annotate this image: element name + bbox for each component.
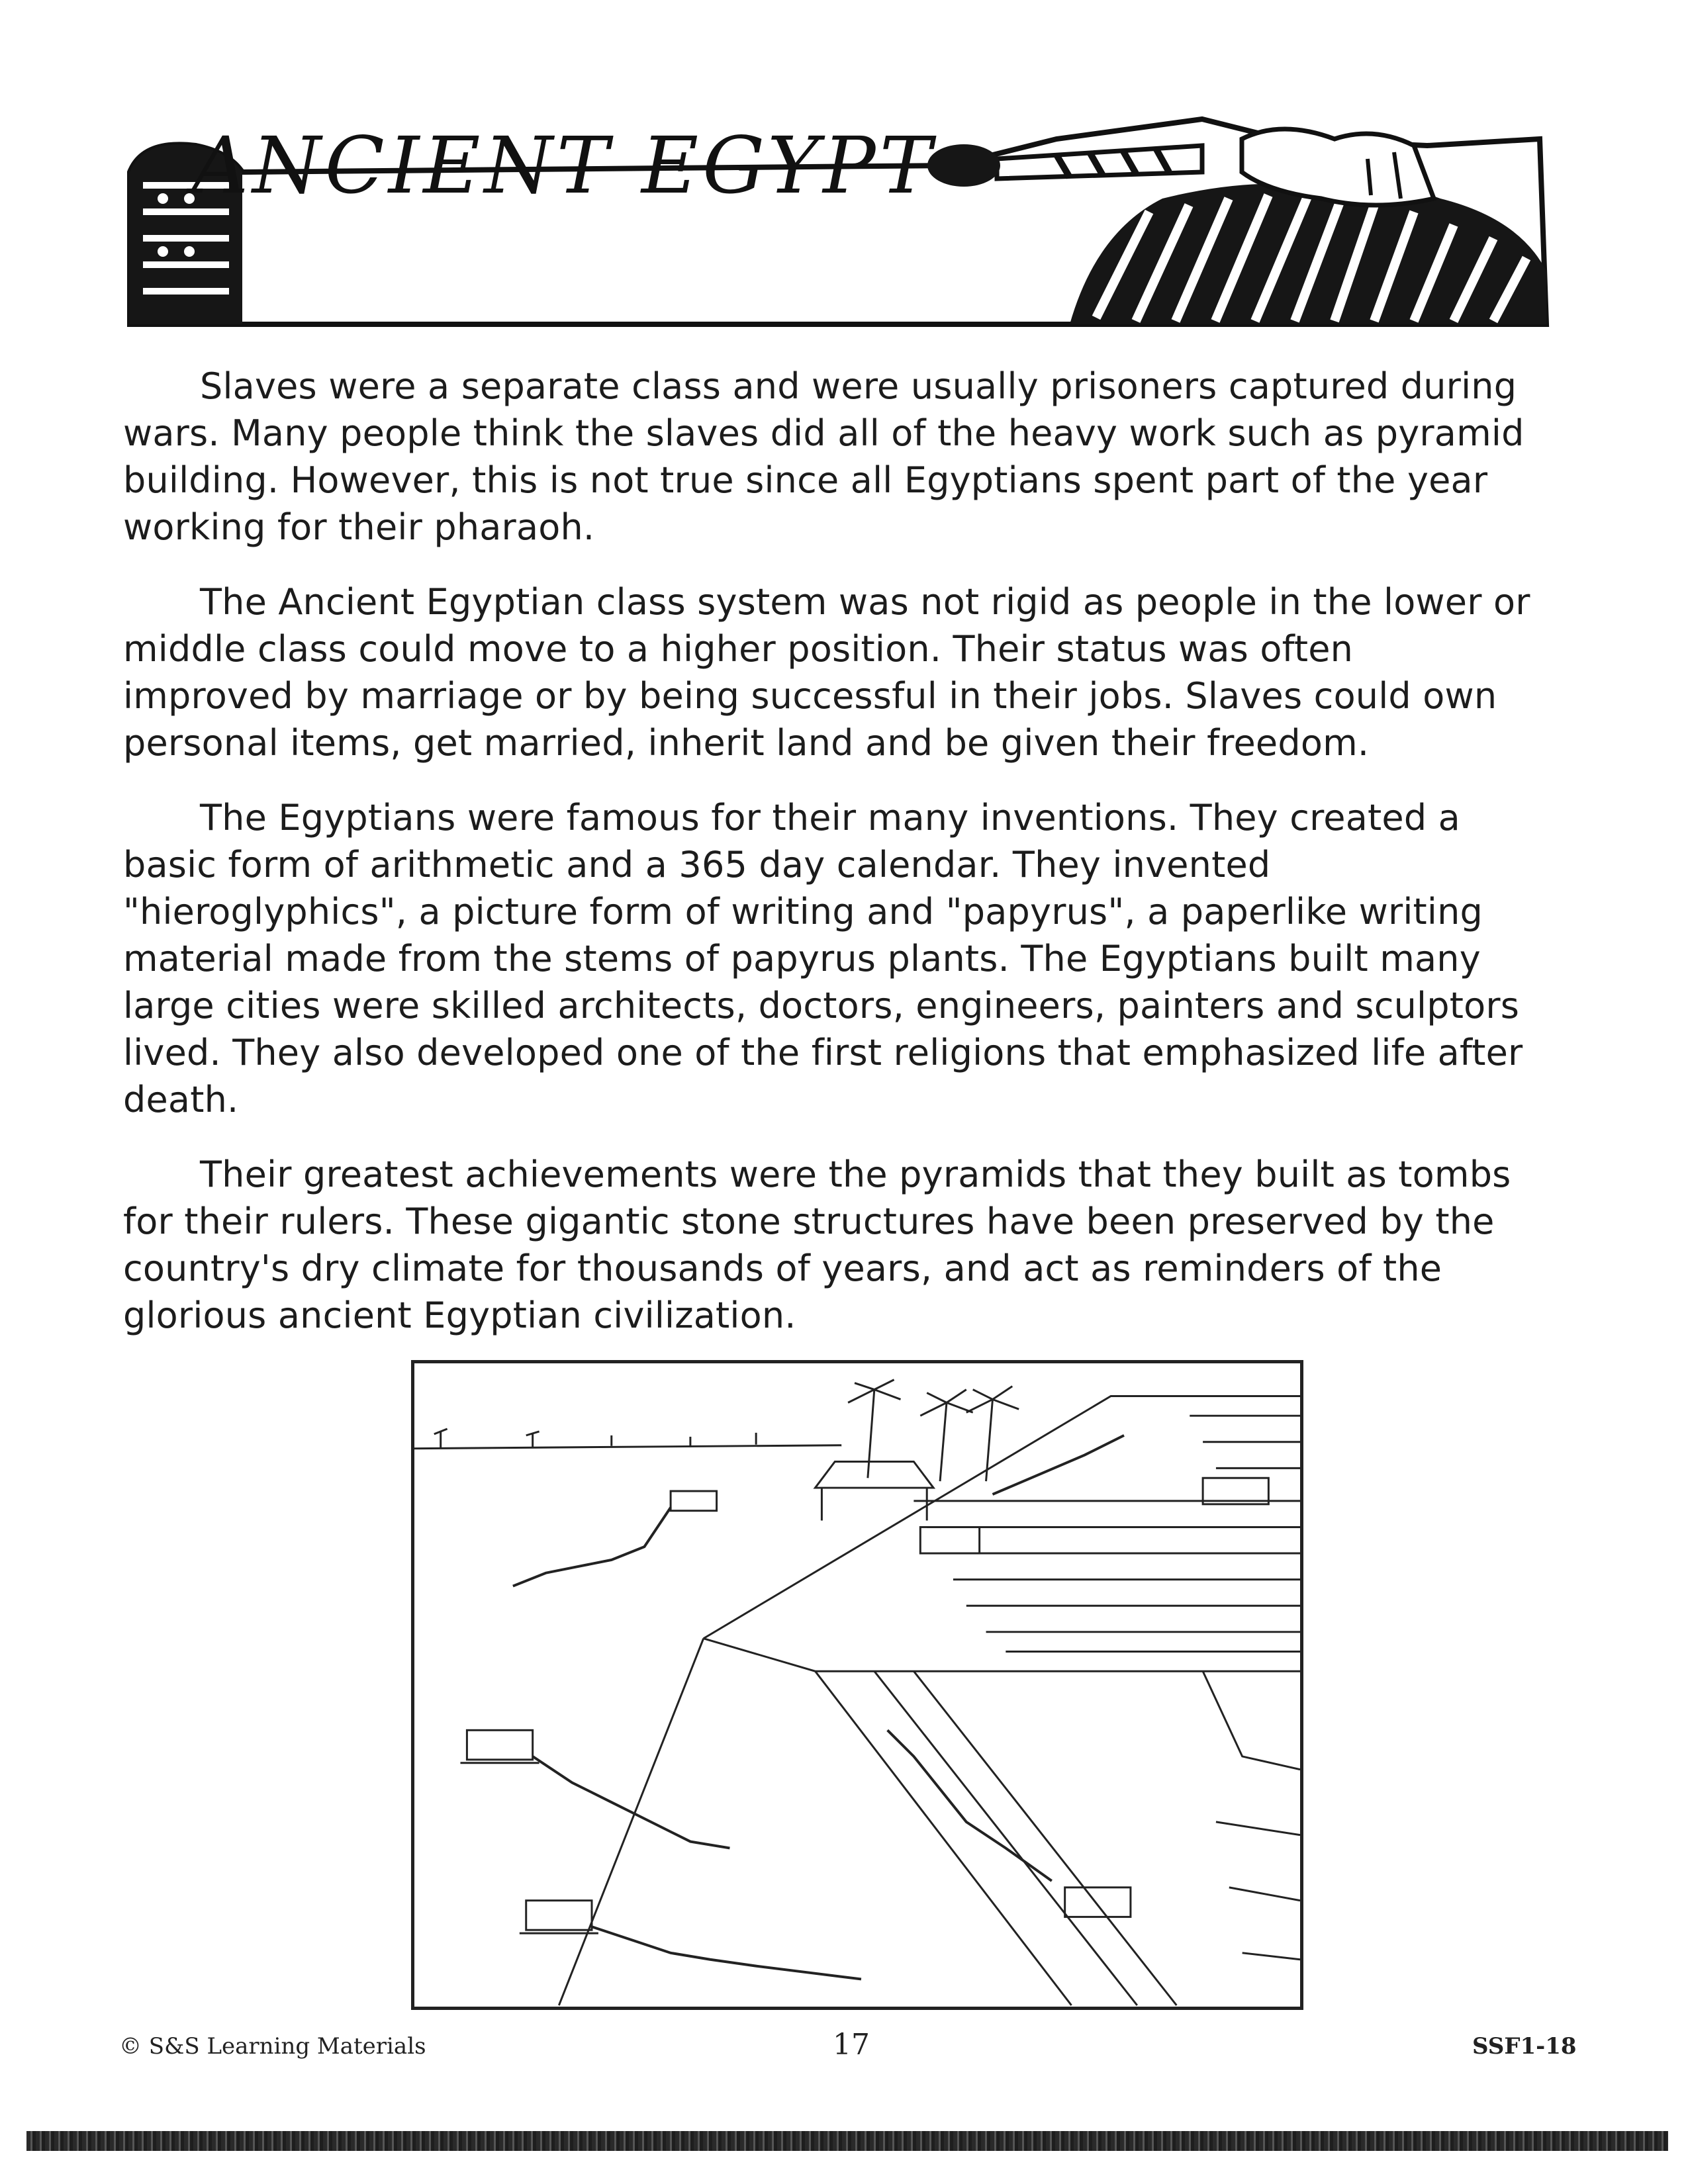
stone-block-sledges-icon bbox=[460, 1478, 1268, 1933]
bottom-border bbox=[26, 2131, 1668, 2151]
paragraph-class-system: The Ancient Egyptian class system was not rigid as people in the lower or middle class could move to a higher position. Their status was often improved by marriage or by being successful in their jobs. Slaves could own personal items, get married, inherit land and be given their freedom. bbox=[123, 581, 1530, 764]
paragraph-inventions: The Egyptians were famous for their many inventions. They created a basic form of arithmetic and a 365 day calendar. They invented "hieroglyphics", a picture form of writing and "papyrus", a paperlike writing material made from the stems of papyrus plants. The Egyptians built many large cities were skilled architects, doctors, engineers, painters and sculptors lived. They also developed one of the first religions that emphasized life after death. bbox=[123, 797, 1523, 1120]
pyramid-construction-illustration bbox=[411, 1360, 1303, 2010]
paragraph-pyramids: Their greatest achievements were the pyramids that they built as tombs for their rulers. These gigantic stone structures have been preserved by the country's dry climate for thousands of years, and act as reminders of the glorious ancient Egyptian civilization. bbox=[123, 1154, 1511, 1336]
paragraph-slaves: Slaves were a separate class and were usually prisoners captured during wars. Many people think the slaves did all of the heavy work such as pyramid building. However, this is not true since all Egyptians spent part of the year working for their pharaoh. bbox=[123, 365, 1524, 548]
product-code: SSF1-18 bbox=[1472, 2033, 1577, 2060]
workers-pulling-icon bbox=[513, 1435, 1124, 1979]
page-title: ANCIENT EGYPT bbox=[192, 120, 936, 211]
page-number: 17 bbox=[833, 2028, 870, 2062]
article-body bbox=[123, 363, 1533, 1367]
horizon-line bbox=[414, 1445, 841, 1449]
copyright-notice: © S&S Learning Materials bbox=[119, 2033, 426, 2060]
